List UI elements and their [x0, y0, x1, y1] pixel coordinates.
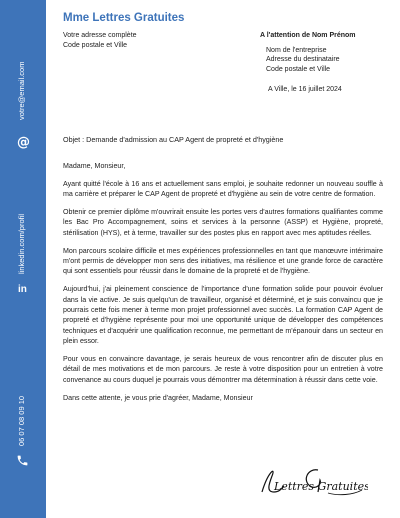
body-paragraph: Ayant quitté l'école à 16 ans et actuellement sans emploi, je souhaite redonner un nouveau souffle à ma carrière et préparer le CAP Agent de propreté et d'hygiène au sein de votre centre de formation. [63, 179, 383, 199]
letter-subject: Objet : Demande d'admission au CAP Agent de propreté et d'hygiène [63, 135, 284, 144]
body-paragraph: Mon parcours scolaire difficile et mes expériences professionnelles en tant que manœuvre intérimaire m'ont permis de développer mon sens des initiatives, ma résilience et une grande force de caractère qui sont essentiels pour réussir dans le domaine de la propreté et de l'hygiène. [63, 246, 383, 276]
recipient-company: Nom de l'entreprise [266, 46, 327, 54]
body-paragraph: Aujourd'hui, j'ai pleinement conscience de l'importance d'une formation solide pour pouvoir évoluer dans la vie active. Je suis quelqu'un de travailleur, organisé et déterminé, et je suis convaincu que je pourrais cette fois mener à terme mon projet professionnel avec succès. La formation CAP Agent de propreté et d'hygiène représente pour moi une opportunité unique de développer des compétences techniques et d'acquérir une qualification reconnue, me permettant de m'épanouir dans un secteur en plein essor. [63, 285, 383, 346]
closing-line: Dans cette attente, je vous prie d'agréer, Madame, Monsieur [63, 393, 253, 402]
sidebar-email: votre@email.com [17, 61, 26, 120]
recipient-lines [260, 46, 356, 75]
recipient-address: Adresse du destinataire [266, 56, 340, 64]
linkedin-icon: in [18, 284, 27, 295]
letter-body [63, 161, 383, 410]
body-paragraph: Obtenir ce premier diplôme m'ouvrirait ensuite les portes vers d'autres formations qualifiantes comme les Bac Pro Accompagnement, soins et services à la personne (ASSP) et Hygiène, propreté, stérilisation (HYS), et à terme, travailler sur des postes plus en rapport avec mes aptitudes réelles. [63, 208, 383, 237]
sender-address [63, 31, 137, 50]
recipient-block [260, 31, 356, 74]
sidebar-phone: 06 07 08 09 10 [17, 395, 26, 446]
salutation: Madame, Monsieur, [63, 162, 126, 170]
signature [258, 462, 368, 507]
signature-image [258, 462, 368, 502]
at-icon: @ [17, 135, 30, 150]
recipient-heading: A l'attention de Nom Prénom [260, 32, 356, 39]
recipient-city: Code postale et Ville [266, 65, 331, 73]
signature-text: Lettres Gratuites. [274, 480, 368, 493]
sender-city-line: Code postale et Ville [63, 41, 128, 49]
phone-icon [16, 452, 29, 471]
body-paragraph: Pour vous en convaincre davantage, je serais heureux de vous rencontrer afin de discuter plus en détail de mes motivations et de mon parcours. Je reste à votre disposition pour un entretien à votre convenance au cours duquel je pourrais vous démontrer ma détermination à réussir dans cette voie. [63, 355, 383, 384]
sidebar-linkedin: linkedin.com/profil [17, 213, 26, 274]
contact-sidebar [0, 0, 46, 518]
sender-name: Mme Lettres Gratuites [63, 12, 185, 24]
letter-date: A Ville, le 16 juillet 2024 [268, 86, 342, 93]
sender-address-line: Votre adresse complète [63, 32, 137, 39]
